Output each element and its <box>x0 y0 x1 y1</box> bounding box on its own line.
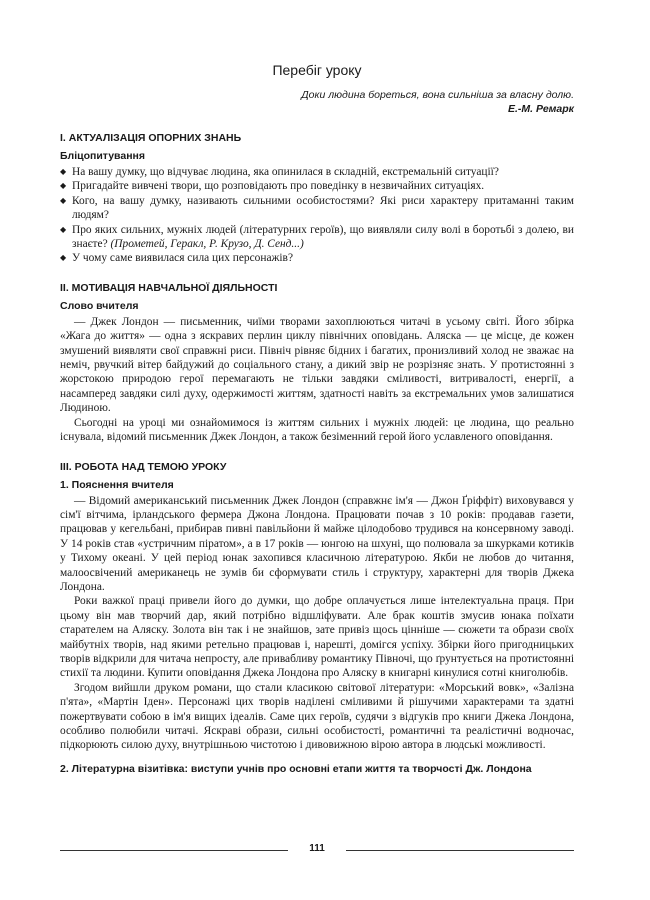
page-number: 111 <box>309 843 325 854</box>
paragraph: — Джек Лондон — письменник, чиїми творами захоплюються читачі в усьому світі. Його збірка «Жага до життя» — одна з яскравих перлин циклу північних оповідань. Аляска — це місце, де кожен змушений виявляти свої справжні риси. Північ рівняє бідних і багатих, пронизливий холод не зважає на неміч, рвучкий вітер байдужий до соціального стану, а дикий звір не розрізняє знать. У протистоянні з жорстокою природою герої перемагають не тільки завдяки сміливості, витривалості, енергії, а насамперед завдяки силі духу, одержимості життям, здатності навіть за екстремальних умов залишатися Людиною. <box>60 315 574 415</box>
epigraph <box>60 88 574 116</box>
question-item: ◆ На вашу думку, що відчуває людина, яка опинилася в складній, екстремальній ситуації? <box>60 165 574 179</box>
page-title: Перебіг уроку <box>272 62 362 78</box>
question-list <box>60 165 574 266</box>
section-heading-3: ІІІ. РОБОТА НАД ТЕМОЮ УРОКУ <box>60 460 227 473</box>
page-footer <box>60 843 574 857</box>
paragraph: — Відомий американський письменник Джек Лондон (справжнє ім'я — Джон Ґріффіт) виховувався у сім'ї вітчима, ірландського фермера Джона Лондона. Працювати почав з 10 років: продавав газети, працював у кегельбані, прибирав пивні павільйони й майже цілодобово трудився на консервному заводі. У 14 років став «устричним піратом», а в 17 років — юнгою на шхуні, що полювала за шкурками котиків у Тихому океані. У цей період юнак захопився класичною літературою. Якби не любов до читання, малоосвічений американець не зумів би сформувати стиль і структуру, характерні для творів Джека Лондона. <box>60 494 574 593</box>
paragraph: Згодом вийшли друком романи, що стали класикою світової літератури: «Морський вовк», «Залізна п'ята», «Мартін Іден». Персонажі цих творів наділені сміливими й рішучими характерами та здатні пожертвувати собою в ім'я вищих ідеалів. Саме цих героїв, судячи з відгуків про книги Джека Лондона, особливо полюбили читачі. Яскраві образи, сильні особистості, романтичні та реалістичні водночас, підкорюють силою духу, внутрішньою чистотою і дивовижною вірою автора в людські можливості. <box>60 681 574 752</box>
question-note: (Прометей, Геракл, Р. Крузо, Д. Сенд...) <box>110 238 304 251</box>
page-content <box>60 62 574 778</box>
epigraph-author: Е.-М. Ремарк <box>507 103 574 115</box>
subheading-explanation: 1. Пояснення вчителя <box>60 478 174 491</box>
epigraph-quote: Доки людина бореться, вона сильніша за власну долю. <box>301 89 574 101</box>
subheading-literary-card: 2. Літературна візитівка: виступи учнів про основні етапи життя та творчості Дж. Лондона <box>60 762 532 775</box>
subheading-blitz: Бліцопитування <box>60 150 146 162</box>
footer-rule-right <box>346 850 574 851</box>
paragraph: Роки важкої праці привели його до думки, що добре оплачується лише інтелектуальна праця. При цьому він мав творчий дар, який потрібно відшліфувати. Але брак коштів змусив юнака поїхати старателем на Аляску. Золота він так і не знайшов, зате привіз щось цінніше — сюжети та образи своїх майбутніх творів, над якими ретельно працював і, нарешті, домігся успіху. Збірки його пригодницьких творів відкрили для читача непросту, але привабливу романтику Півночі, що ґрунтується на протистоянні стихії та людини. Купити оповідання Джека Лондона про Аляску в книгарні кинулися сотні книголюбів. <box>60 595 574 680</box>
question-item: ◆ У чому саме виявилася сила цих персонажів? <box>60 251 574 265</box>
subheading-teacher-word: Слово вчителя <box>60 299 139 312</box>
paragraph: Сьогодні на уроці ми ознайомимося із життям сильних і мужніх людей: це людина, що реально існувала, відомий письменник Джек Лондон, а також безіменний герой його уславленого оповідання. <box>60 416 574 444</box>
question-item: ◆ Пригадайте вивчені твори, що розповідають про поведінку в незвичайних ситуаціях. <box>60 179 574 193</box>
question-item: ◆ Про яких сильних, мужніх людей (літературних героїв), що виявляли силу волі в боротьбі з долею, ви знаєте? (Прометей, Геракл, Р. Крузо, Д. Сенд...) <box>60 223 574 252</box>
question-item: ◆ Кого, на вашу думку, називають сильними особистостями? Які риси характеру притаманні таким людям? <box>60 194 574 223</box>
section-heading-2: ІІ. МОТИВАЦІЯ НАВЧАЛЬНОЇ ДІЯЛЬНОСТІ <box>60 281 278 294</box>
section-heading-1: І. АКТУАЛІЗАЦІЯ ОПОРНИХ ЗНАНЬ <box>60 132 242 144</box>
